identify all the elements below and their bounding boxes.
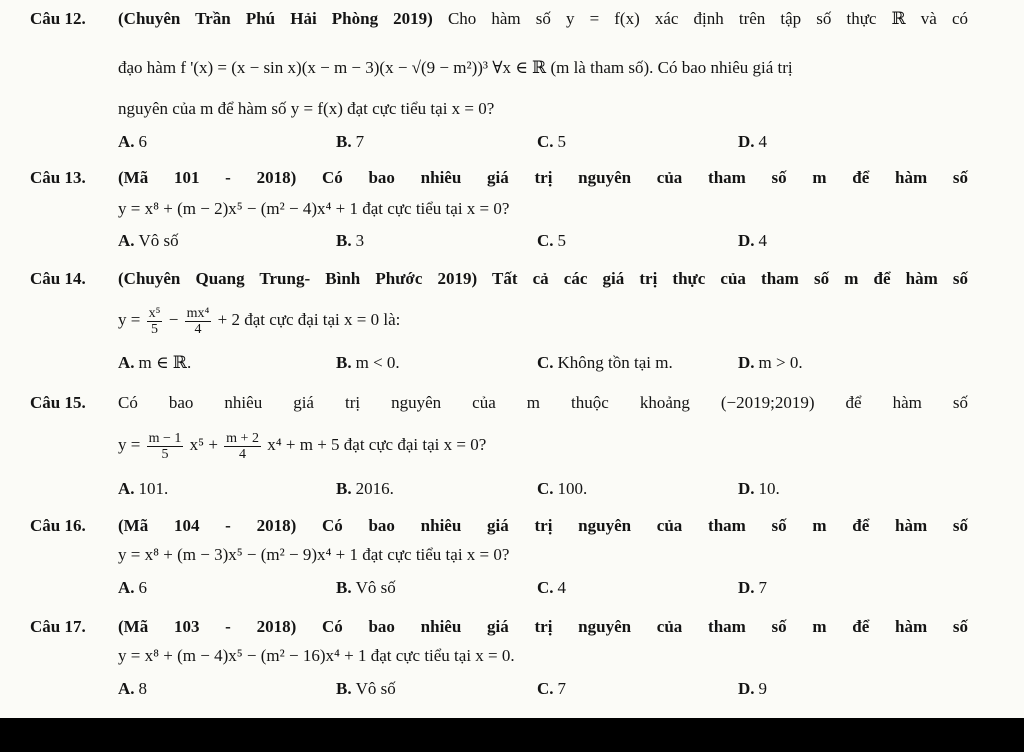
question-16-option-a: A. 6	[118, 578, 148, 597]
question-12-line-3: nguyên của m để hàm số y = f(x) đạt cực tiểu tại x = 0?	[118, 99, 495, 118]
question-12-line-2: đạo hàm f '(x) = (x − sin x)(x − m − 3)(x − √(9 − m²))³ ∀x ∈ ℝ (m là tham số). Có bao nhiêu giá trị	[118, 58, 793, 77]
question-14-option-c: C. Không tồn tại m.	[537, 353, 673, 372]
question-16-option-d: D. 7	[738, 578, 768, 597]
question-13-number: Câu 13.	[30, 168, 86, 187]
question-13-option-c: C. 5	[537, 231, 567, 250]
question-17-option-c: C. 7	[537, 679, 567, 698]
fraction-m-minus-1-over-5: $\frac{m - 1}{5}$	[148, 430, 182, 462]
question-13-line-1: (Mã 101 - 2018) Có bao nhiêu giá trị nguyên của tham số m để hàm số	[118, 168, 968, 187]
bottom-black-border	[0, 718, 1024, 752]
question-17-option-a: A. 8	[118, 679, 148, 698]
question-15-option-c: C. 100.	[537, 479, 588, 498]
question-12-line-1-text: Cho hàm số y = f(x) xác định trên tập số thực ℝ và có	[447, 9, 969, 28]
fraction-mx4-over-4: $\frac{\text{mx⁴}}{4}$	[186, 305, 210, 337]
question-13-option-d: D. 4	[738, 231, 768, 250]
question-17-line-2: y = x⁸ + (m − 4)x⁵ − (m² − 16)x⁴ + 1 đạt cực tiểu tại x = 0.	[118, 646, 515, 665]
question-15-option-a: A. 101.	[118, 479, 169, 498]
question-14-option-d: D. m > 0.	[738, 353, 803, 372]
question-15-equation: y = $\frac{m - 1}{5}$ x⁵ + $\frac{m + 2}{4}$ x⁴ + m + 5 đạt cực đại tại x = 0?	[118, 430, 487, 462]
question-13-option-b: B. 3	[336, 231, 365, 250]
question-12-option-c: C. 5	[537, 132, 567, 151]
question-16-option-c: C. 4	[537, 578, 567, 597]
question-17-option-d: D. 9	[738, 679, 768, 698]
question-12-option-d: D. 4	[738, 132, 768, 151]
question-16-line-1: (Mã 104 - 2018) Có bao nhiêu giá trị nguyên của tham số m để hàm số	[118, 516, 968, 535]
question-15-option-d: D. 10.	[738, 479, 780, 498]
question-12-source: (Chuyên Trần Phú Hải Phòng 2019)	[118, 9, 433, 28]
question-17-line-1: (Mã 103 - 2018) Có bao nhiêu giá trị nguyên của tham số m để hàm số	[118, 617, 968, 636]
question-14-option-a: A. m ∈ ℝ.	[118, 353, 192, 372]
question-13-line-2: y = x⁸ + (m − 2)x⁵ − (m² − 4)x⁴ + 1 đạt cực tiểu tại x = 0?	[118, 199, 510, 218]
question-13-option-a: A. Vô số	[118, 231, 179, 250]
question-16-line-2: y = x⁸ + (m − 3)x⁵ − (m² − 9)x⁴ + 1 đạt cực tiểu tại x = 0?	[118, 545, 510, 564]
question-14-number: Câu 14.	[30, 269, 86, 288]
question-12-option-b: B. 7	[336, 132, 365, 151]
question-16-option-b: B. Vô số	[336, 578, 396, 597]
fraction-x5-over-5: $\frac{\text{x⁵}}{5}$	[148, 305, 161, 337]
question-14-equation: y = $\frac{\text{x⁵}}{5}$ − $\frac{\text{mx⁴}}{4}$ + 2 đạt cực đại tại x = 0 là:	[118, 305, 401, 337]
question-12-option-a: A. 6	[118, 132, 148, 151]
question-14-option-b: B. m < 0.	[336, 353, 400, 372]
question-15-number: Câu 15.	[30, 393, 86, 412]
question-16-number: Câu 16.	[30, 516, 86, 535]
question-17-option-b: B. Vô số	[336, 679, 396, 698]
question-15-option-b: B. 2016.	[336, 479, 394, 498]
question-15-line-1: Có bao nhiêu giá trị nguyên của m thuộc khoảng (−2019;2019) để hàm số	[118, 393, 968, 412]
question-12-number: Câu 12.	[30, 9, 86, 28]
fraction-m-plus-2-over-4: $\frac{m + 2}{4}$	[226, 430, 259, 462]
question-17-number: Câu 17.	[30, 617, 86, 636]
question-12-line-1	[118, 8, 968, 30]
question-14-line-1: (Chuyên Quang Trung- Bình Phước 2019) Tất cả các giá trị thực của tham số m để hàm số	[118, 269, 968, 288]
